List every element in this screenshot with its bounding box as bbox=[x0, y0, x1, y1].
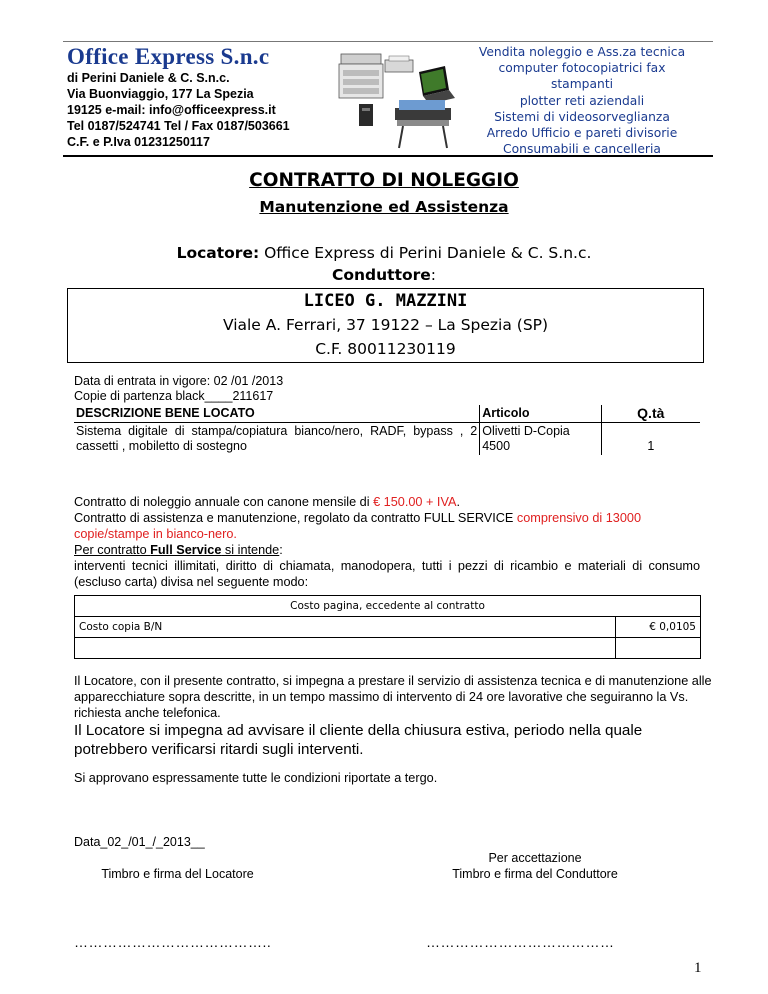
company-line-4: Tel 0187/524741 Tel / Fax 0187/503661 bbox=[67, 119, 290, 133]
contract-rent bbox=[74, 494, 700, 510]
service-item: Sistemi di videosorveglianza bbox=[494, 109, 670, 124]
goods-table-header bbox=[74, 405, 700, 423]
table-row bbox=[75, 617, 701, 638]
rent-suffix: . bbox=[456, 495, 460, 509]
service-item: stampanti bbox=[550, 77, 614, 92]
cost-label: Costo copia B/N bbox=[75, 617, 616, 638]
locatore-line bbox=[0, 244, 768, 262]
cost-value: € 0,0105 bbox=[616, 617, 701, 638]
office-devices-image bbox=[337, 44, 457, 152]
cost-table-header: Costo pagina, eccedente al contratto bbox=[75, 596, 701, 617]
company-line-2: Via Buonviaggio, 177 La Spezia bbox=[67, 87, 254, 101]
goods-header-qty: Q.tà bbox=[601, 405, 700, 423]
service-paragraph: Il Locatore, con il presente contratto, si impegna a prestare il servizio di assistenza tecnica e di manutenzione alle apparecchiature sopra descritte, in un tempo massimo di intervento di 24 ore lavorative che seguiranno la Vs. richiesta anche telefonica. bbox=[74, 674, 712, 720]
conduttore-name: LICEO G. MAZZINI bbox=[303, 291, 468, 311]
service-item: Vendita noleggio e Ass.za tecnica bbox=[478, 45, 686, 59]
approval-statement: Si approvano espressamente tutte le condizioni riportate a tergo. bbox=[74, 771, 438, 785]
full-service-heading bbox=[74, 542, 700, 558]
goods-header-description: DESCRIZIONE BENE LOCATO bbox=[74, 405, 480, 423]
laptop-icon bbox=[419, 66, 455, 104]
conduttore-box bbox=[67, 288, 704, 363]
conduttore-signature-label: Timbro e firma del Conduttore bbox=[452, 867, 618, 881]
company-line-5: C.F. e P.Iva 01231250117 bbox=[67, 135, 210, 149]
company-line-1: di Perini Daniele & C. S.n.c. bbox=[67, 71, 230, 85]
copies-start: Copie di partenza black____211617 bbox=[74, 389, 274, 403]
contract-service bbox=[74, 510, 700, 542]
company-name: Office Express S.n.c bbox=[67, 44, 270, 69]
service-item: Arredo Ufficio e pareti divisorie bbox=[486, 126, 678, 141]
full-service-bold: Full Service bbox=[150, 543, 222, 557]
header-top-rule bbox=[63, 41, 713, 42]
conduttore-address: Viale A. Ferrari, 37 19122 – La Spezia (SP) bbox=[222, 316, 549, 334]
service-item: computer fotocopiatrici fax bbox=[498, 61, 666, 76]
locatore-signature-line: ………………………………….. bbox=[74, 934, 272, 950]
conduttore-signature-line: ………………………………… bbox=[426, 934, 615, 950]
summer-closure-paragraph: Il Locatore si impegna ad avvisare il cliente della chiusura estiva, periodo nella quale potrebbero verificarsi ritardi sugli interventi. bbox=[74, 722, 643, 758]
signature-date: Data_02_/01_/_2013__ bbox=[74, 835, 205, 849]
rent-amount: € 150.00 + IVA bbox=[373, 495, 457, 509]
conduttore-acceptance: Per accettazione bbox=[488, 851, 582, 865]
full-service-suffix: si intende bbox=[221, 543, 280, 557]
conduttore-colon: : bbox=[430, 266, 437, 284]
header-bottom-rule bbox=[63, 155, 713, 157]
rent-prefix: Contratto di noleggio annuale con canone mensile di bbox=[74, 495, 374, 509]
conduttore-line bbox=[0, 266, 768, 284]
plotter-icon bbox=[395, 100, 451, 148]
locatore-label: Locatore: bbox=[176, 244, 260, 262]
services-list bbox=[452, 44, 712, 157]
goods-table bbox=[74, 405, 700, 455]
full-service-description: interventi tecnici illimitati, diritto di chiamata, manodopera, tutti i pezzi di ricambio e materiali di consumo (escluso carta) divisa nel seguente modo: bbox=[74, 559, 700, 589]
pc-tower-icon bbox=[359, 104, 373, 126]
document-title: CONTRATTO DI NOLEGGIO bbox=[249, 170, 519, 191]
full-service-colon: : bbox=[279, 543, 283, 557]
service-prefix: Contratto di assistenza e manutenzione, regolato da contratto FULL SERVICE bbox=[74, 511, 517, 525]
start-date: Data di entrata in vigore: 02 /01 /2013 bbox=[74, 374, 284, 388]
goods-qty: 1 bbox=[647, 439, 655, 453]
conduttore-label: Conduttore bbox=[331, 266, 431, 284]
service-item: plotter reti aziendali bbox=[519, 93, 645, 108]
document-subtitle: Manutenzione ed Assistenza bbox=[259, 198, 509, 216]
table-row bbox=[75, 638, 701, 659]
goods-description: Sistema digitale di stampa/copiatura bianco/nero, RADF, bypass , 2 cassetti , mobiletto di sostegno bbox=[76, 424, 478, 453]
company-line-3: 19125 e-mail: info@officeexpress.it bbox=[67, 103, 276, 117]
service-included-copies: comprensivo di 13000 copie/stampe in bianco-nero. bbox=[74, 511, 642, 541]
locatore-value: Office Express di Perini Daniele & C. S.n.c. bbox=[264, 244, 592, 262]
cost-value bbox=[616, 638, 701, 659]
goods-article: Olivetti D-Copia 4500 bbox=[480, 423, 601, 456]
printer-icon bbox=[385, 56, 413, 72]
full-service-prefix: Per contratto bbox=[74, 543, 151, 557]
cost-table bbox=[74, 595, 701, 659]
page-number: 1 bbox=[694, 960, 702, 976]
copier-icon bbox=[339, 54, 383, 98]
locatore-signature-label: Timbro e firma del Locatore bbox=[101, 867, 254, 881]
conduttore-cf: C.F. 80011230119 bbox=[315, 340, 456, 358]
cost-label bbox=[75, 638, 616, 659]
goods-header-article: Articolo bbox=[480, 405, 601, 423]
cost-table-header-row bbox=[75, 596, 701, 617]
table-row bbox=[74, 423, 700, 456]
service-item: Consumabili e cancelleria bbox=[503, 142, 661, 157]
